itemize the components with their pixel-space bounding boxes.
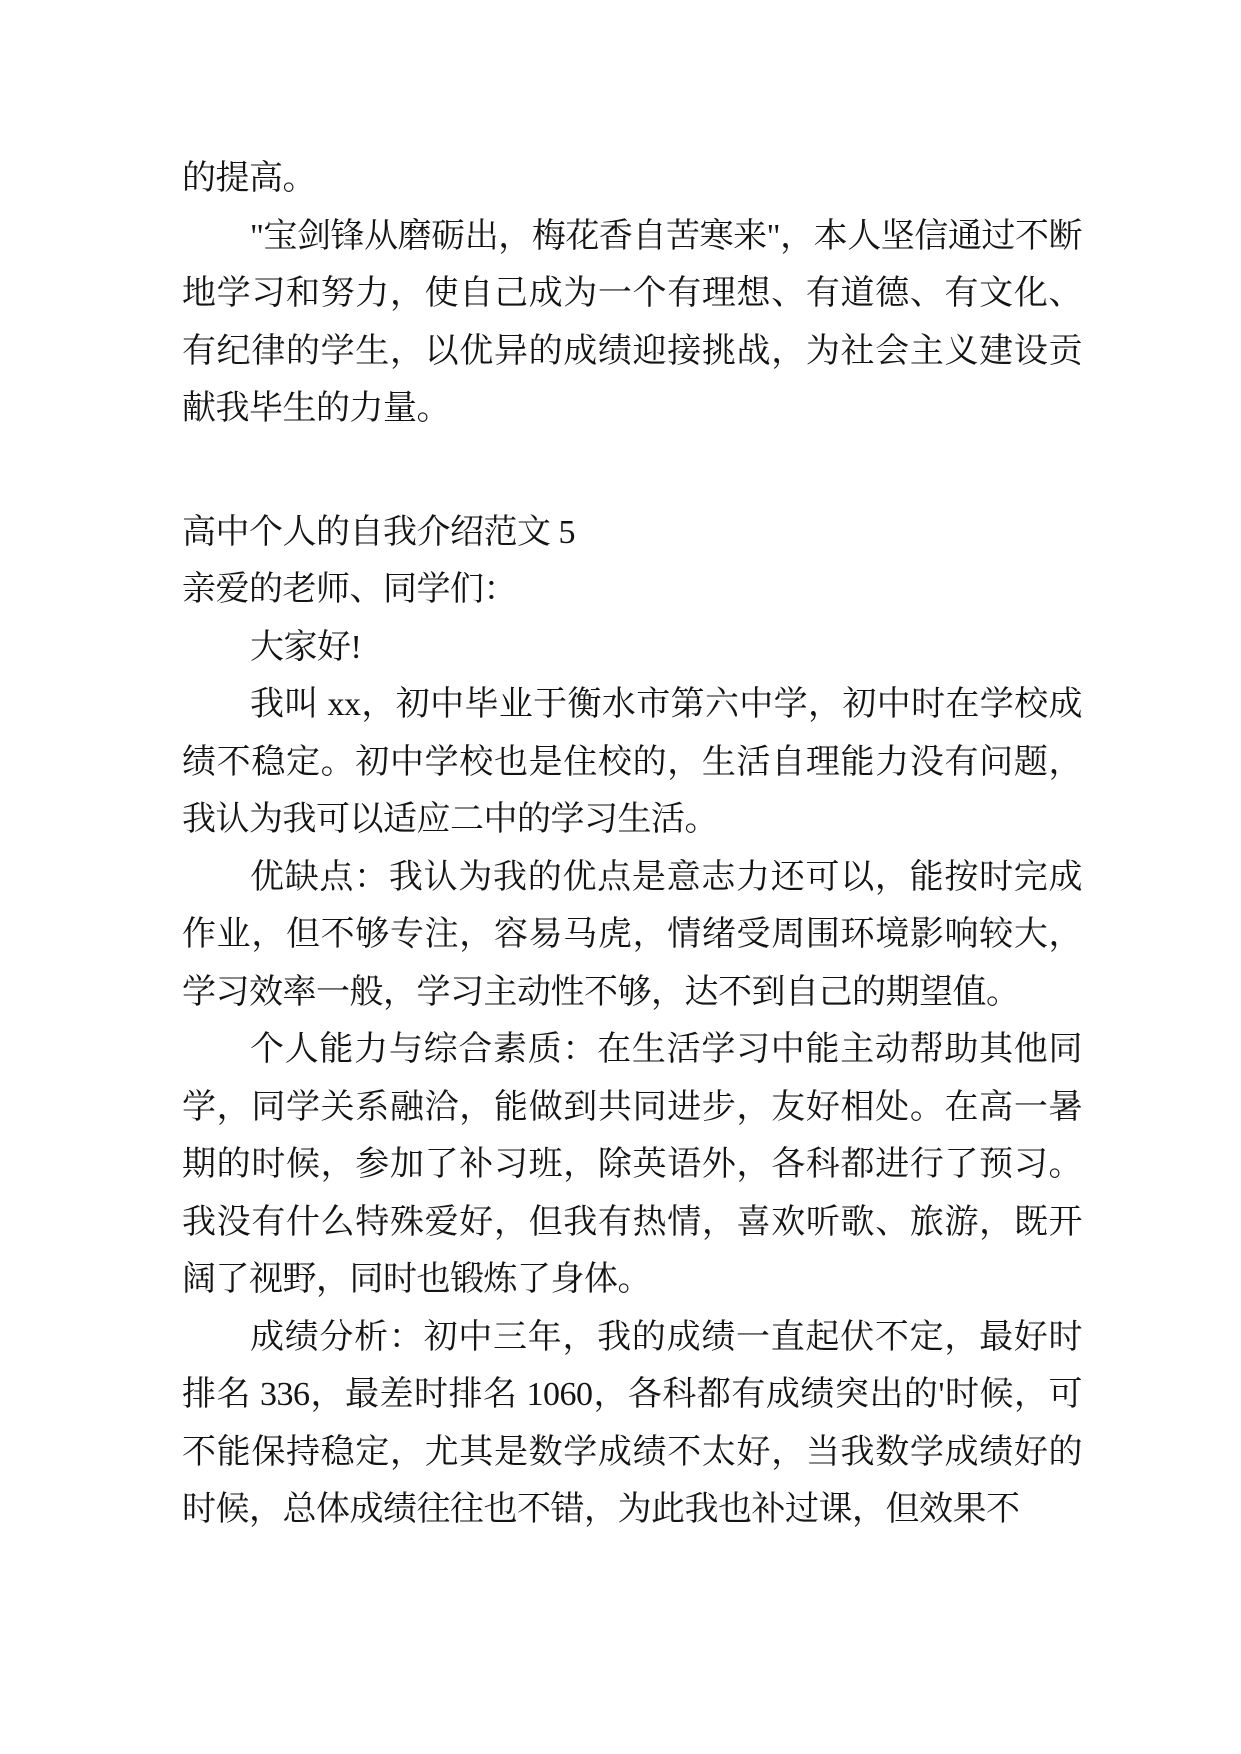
blank-line-spacer xyxy=(182,438,1082,504)
document-text-block xyxy=(182,150,1082,1539)
paragraph-motto-conclusion: "宝剑锋从磨砺出，梅花香自苦寒来"，本人坚信通过不断地学习和努力，使自己成为一个有理想、有道德、有文化、有纪律的学生，以优异的成绩迎接挑战，为社会主义建设贡献我毕生的力量。 xyxy=(182,217,1082,427)
paragraph-strengths-weaknesses: 优缺点：我认为我的优点是意志力还可以，能按时完成作业，但不够专注，容易马虎，情绪受周围环境影响较大，学习效率一般，学习主动性不够，达不到自己的期望值。 xyxy=(182,858,1082,1011)
salutation-line: 亲爱的老师、同学们： xyxy=(182,571,517,608)
paragraph-self-introduction: 我叫 xx，初中毕业于衡水市第六中学，初中时在学校成绩不稳定。初中学校也是住校的，生活自理能力没有问题，我认为我可以适应二中的学习生活。 xyxy=(182,686,1082,838)
paragraph-improvement-tail: 的提高。 xyxy=(182,160,316,197)
paragraph-ability-and-quality: 个人能力与综合素质：在生活学习中能主动帮助其他同学，同学关系融洽，能做到共同进步，友好相处。在高一暑期的时候，参加了补习班，除英语外，各科都进行了预习。我没有什么特殊爱好，但我有热情，喜欢听歌、旅游，既开阔了视野，同时也锻炼了身体。 xyxy=(182,1031,1082,1298)
section-heading-sample-5: 高中个人的自我介绍范文 5 xyxy=(182,513,575,551)
greeting-line: 大家好! xyxy=(250,628,362,666)
paragraph-score-analysis: 成绩分析：初中三年，我的成绩一直起伏不定，最好时排名 336，最差时排名 1060，各科都有成绩突出的'时候，可不能保持稳定，尤其是数学成绩不太好，当我数学成绩好的时候，总体成绩往往也不错，为此我也补过课，但效果不 xyxy=(182,1318,1082,1528)
